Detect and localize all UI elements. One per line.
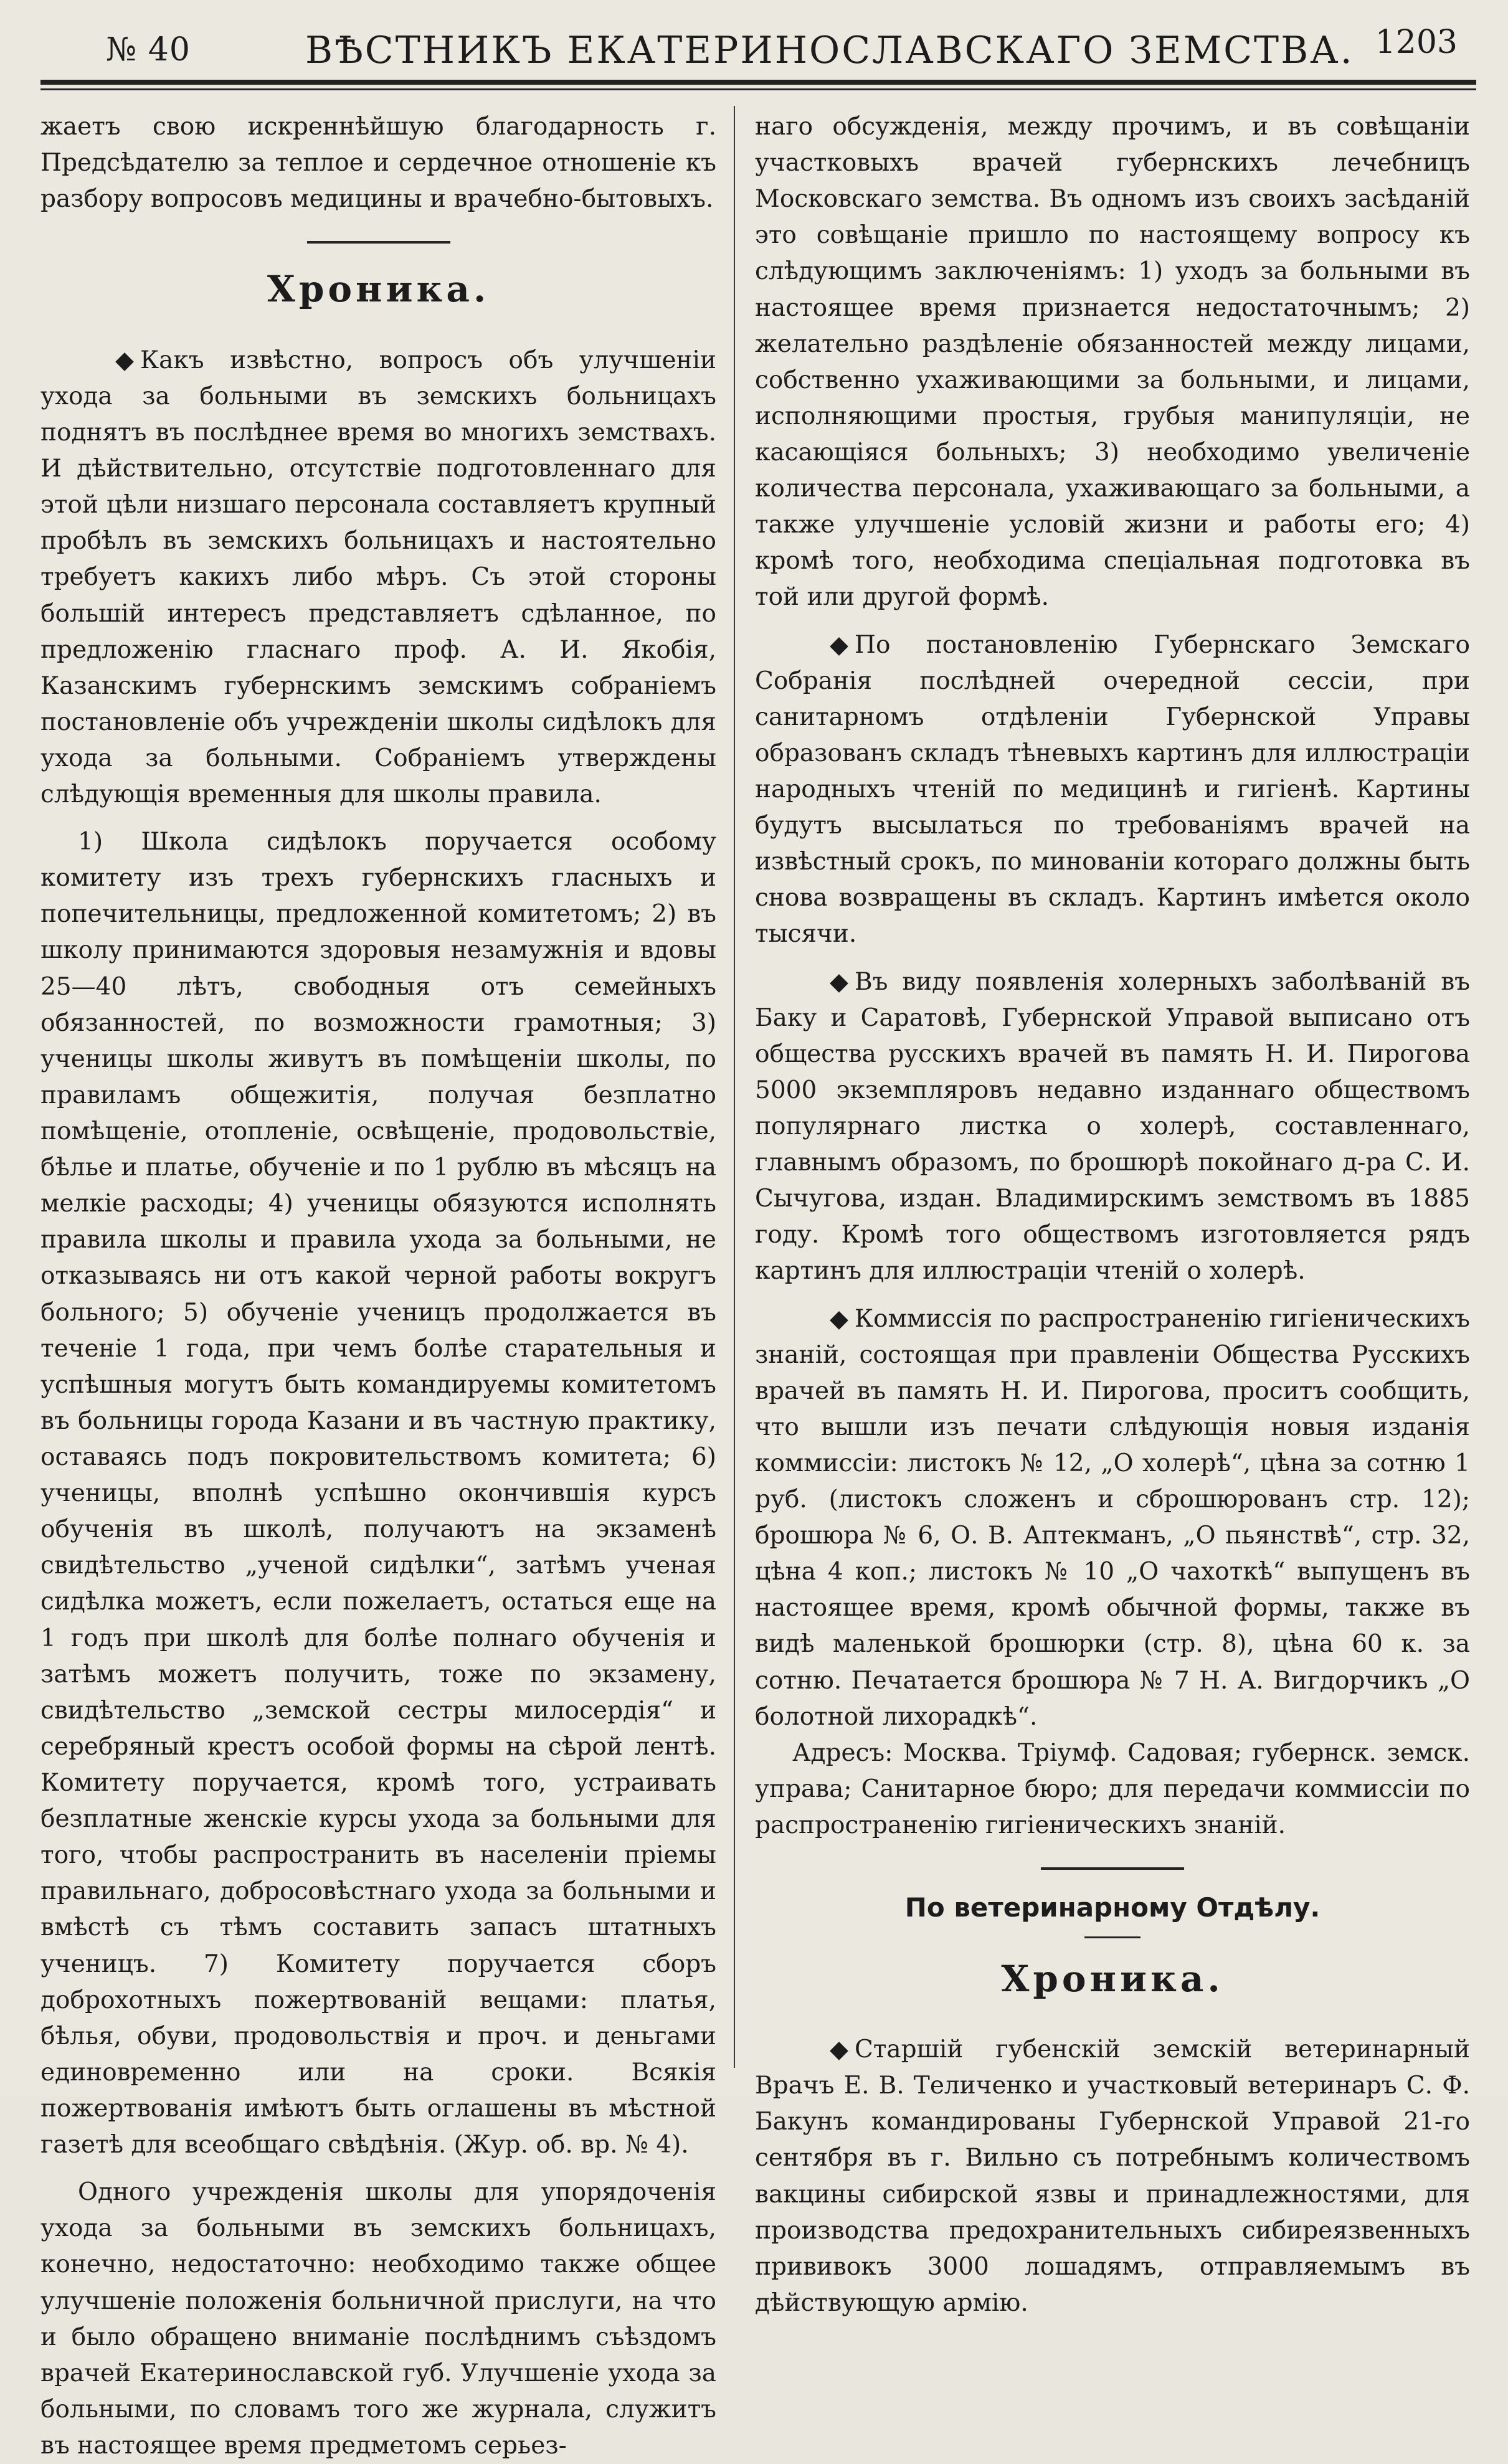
left-column xyxy=(40,109,716,2464)
header-rule-thick xyxy=(40,80,1476,85)
section-rule xyxy=(307,241,450,244)
article-veterinary-vilno-text: Старшій губенскій земскій ветеринарный Врачъ Е. В. Теличенко и участковый ветеринаръ С. Ф. Бакунъ командированы Губернской Управой 21-го сентября въ г. Вильно съ потребнымъ количествомъ вакцины сибирской язвы и принадлежностями, для производства предохранительныхъ сибиреязвенныхъ прививокъ 3000 лошадямъ, отправляемымъ въ дѣйствующую армію. xyxy=(755,2035,1470,2317)
article-care-improvement: Одного учрежденія школы для упорядоченія ухода за больными въ земскихъ больницахъ, конечно, недостаточно: необходимо также общее улучшеніе положенія больничной прислуги, на что и было обращено вниманіе послѣднимъ съѣздомъ врачей Екатеринославской губ. Улучшеніе ухода за больными, по словамъ того же журнала, служитъ въ настоящее время предметомъ серьез- xyxy=(40,2178,716,2460)
article-veterinary-vilno xyxy=(755,2032,1470,2321)
article-school-intro-text: Какъ извѣстно, вопросъ объ улучшеніи ухода за больными въ земскихъ больницахъ поднятъ въ послѣднее время во многихъ земствахъ. И дѣйствительно, отсутствіе подготовленнаго для этой цѣли низшаго персонала составляетъ крупный пробѣлъ въ земскихъ больницахъ и настоятельно требуетъ какихъ либо мѣръ. Съ этой стороны большій интересъ представляетъ сдѣланное, по предложенію гласнаго проф. А. И. Якобія, Казанскимъ губернскимъ земскимъ собраніемъ постановленіе объ учрежденіи школы сидѣлокъ для ухода за больными. Собраніемъ утверждены слѣдующія временныя для школы правила. xyxy=(40,346,716,809)
header-rule-thin xyxy=(40,88,1476,90)
article-school-intro xyxy=(40,343,716,813)
intro-paragraph: жаетъ свою искреннѣйшую благодарность г. Предсѣдателю за теплое и сердечное отношеніе къ разбору вопросовъ медицины и врачебно-бытовыхъ. xyxy=(40,113,716,214)
right-column xyxy=(755,109,1470,2321)
small-rule xyxy=(1084,1936,1140,1938)
article-pictures-warehouse-text: По постановленію Губернскаго Земскаго Собранія послѣдней очередной сессіи, при санитарномъ отдѣленіи Губернской Управы образованъ складъ тѣневыхъ картинъ для иллюстраціи народныхъ чтеній по медицинѣ и гигіенѣ. Картины будутъ высылаться по требованіямъ врачей на извѣстный срокъ, по минованіи котораго должны быть снова возвращены въ складъ. Картинъ имѣется около тысячи. xyxy=(755,630,1470,949)
article-cholera-leaflets-text: Въ виду появленія холерныхъ заболѣваній въ Баку и Саратовѣ, Губернской Управой выписано отъ общества русскихъ врачей въ память Н. И. Пирогова 5000 экземпляровъ недавно изданнаго обществомъ популярнаго листка о холерѣ, составленнаго, главнымъ образомъ, по брошюрѣ покойнаго д-ра С. И. Сычугова, издан. Владимирскимъ земствомъ въ 1885 году. Кромѣ того обществомъ изготовляется рядъ картинъ для иллюстраціи чтеній о холерѣ. xyxy=(755,967,1470,1286)
section-rule xyxy=(1041,1867,1184,1870)
article-pictures-warehouse xyxy=(755,627,1470,953)
ornament-icon: ◆ xyxy=(830,1304,848,1333)
article-cholera-leaflets xyxy=(755,964,1470,1290)
commission-address: Адресъ: Москва. Тріумф. Садовая; губернск. земск. управа; Санитарное бюро; для передачи коммиссіи по распространенію гигіеническихъ знаній. xyxy=(755,1738,1470,1840)
article-school-rules: 1) Школа сидѣлокъ поручается особому комитету изъ трехъ губернскихъ гласныхъ и попечительницы, предложенной комитетомъ; 2) въ школу принимаются здоровыя незамужнія и вдовы 25—40 лѣтъ, свободныя отъ семейныхъ обязанностей, по возможности грамотныя; 3) ученицы школы живутъ въ помѣщеніи школы, по правиламъ общежитія, получая безплатно помѣщеніе, отопленіе, освѣщеніе, продовольствіе, бѣлье и платье, обученіе и по 1 рублю въ мѣсяцъ на мелкіе расходы; 4) ученицы обязуются исполнять правила школы и правила ухода за больными, не отказываясь ни отъ какой черной работы вокругъ больного; 5) обученіе ученицъ продолжается въ теченіе 1 года, при чемъ болѣе старательныя и успѣшныя могутъ быть командируемы комитетомъ въ больницы города Казани и въ частную практику, оставаясь подъ покровительствомъ комитета; 6) ученицы, вполнѣ успѣшно окончившія курсъ обученія въ школѣ, получаютъ на экзаменѣ свидѣтельство „ученой сидѣлки“, затѣмъ ученая сидѣлка можетъ, если пожелаетъ, остаться еще на 1 годъ при школѣ для болѣе полнаго обученія и затѣмъ можетъ получить, тоже по экзамену, свидѣтельство „земской сестры милосердія“ и серебряный крестъ особой формы на сѣрой лентѣ. Комитету поручается, кромѣ того, устраивать безплатные женскіе курсы ухода за больными для того, чтобы распространить въ населеніи пріемы правильнаго, добросовѣстнаго ухода за больными и вмѣстѣ съ тѣмъ составить запасъ штатныхъ ученицъ. 7) Комитету поручается сборъ доброхотныхъ пожертвованій вещами: платья, бѣлья, обуви, продовольствія и проч. и деньгами единовременно или на сроки. Всякія пожертвованія имѣютъ быть оглашены въ мѣстной газетѣ для всеобщаго свѣдѣнія. (Жур. об. вр. № 4). xyxy=(40,828,716,2159)
page-header xyxy=(93,17,1482,73)
page-number: 1203 xyxy=(1375,24,1458,61)
publication-title: ВѢСТНИКЪ ЕКАТЕРИНОСЛАВСКАГО ЗЕМСТВА. xyxy=(305,29,1354,72)
ornament-icon: ◆ xyxy=(830,967,848,996)
ornament-icon: ◆ xyxy=(115,346,134,374)
ornament-icon: ◆ xyxy=(830,630,848,659)
issue-number: № 40 xyxy=(106,31,191,69)
article-hygiene-commission xyxy=(755,1301,1470,1735)
article-hygiene-commission-text: Коммиссія по распространенію гигіеническихъ знаній, состоящая при правленіи Общества Русскихъ врачей въ память Н. И. Пирогова, проситъ сообщить, что вышли изъ печати слѣдующія новыя изданія коммиссіи: листокъ № 12, „О холерѣ“, цѣна за сотню 1 руб. (листокъ сложенъ и сброшюрованъ стр. 12); брошюра № 6, О. В. Аптекманъ, „О пьянствѣ“, стр. 32, цѣна 4 коп.; листокъ № 10 „О чахоткѣ“ выпущенъ въ настоящее время, кромѣ обычной формы, также въ видѣ маленькой брошюрки (стр. 8), цѣна 60 к. за сотню. Печатается брошюра № 7 Н. А. Вигдорчикъ „О болотной лихорадкѣ“. xyxy=(755,1304,1470,1731)
ornament-icon: ◆ xyxy=(830,2035,848,2064)
chronicle-heading: Хроника. xyxy=(267,268,490,311)
veterinary-chronicle-heading: Хроника. xyxy=(1001,1957,1224,2000)
moscow-meeting-paragraph: наго обсужденія, между прочимъ, и въ совѣщаніи участковыхъ врачей губернскихъ лечебницъ Московскаго земства. Въ одномъ изъ своихъ засѣданій это совѣщаніе пришло по настоящему вопросу къ слѣдующимъ заключеніямъ: 1) уходъ за больными въ настоящее время признается недостаточнымъ; 2) желательно раздѣленіе обязанностей между лицами, собственно ухаживающими за больными, и лицами, исполняющими простыя, грубыя манипуляціи, не касающіяся больныхъ; 3) необходимо увеличеніе количества персонала, ухаживающаго за больными, а также улучшеніе условій жизни и работы его; 4) кромѣ того, необходима спеціальная подготовка въ той или другой формѣ. xyxy=(755,113,1470,612)
column-divider xyxy=(734,106,735,2068)
veterinary-department-heading: По ветеринарному Отдѣлу. xyxy=(904,1892,1321,1923)
